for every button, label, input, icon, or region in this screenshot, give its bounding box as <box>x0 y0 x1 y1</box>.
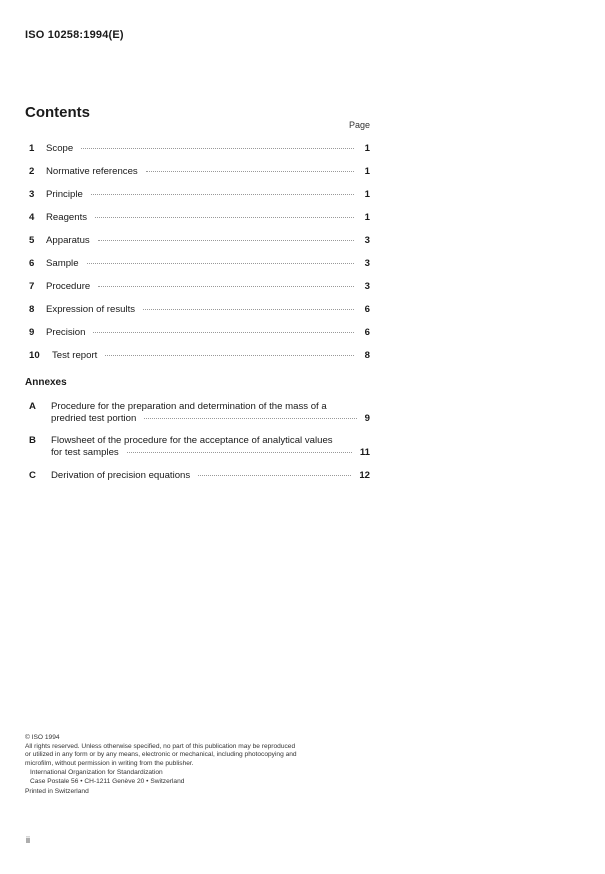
toc-entry-test-report[interactable] <box>29 350 370 362</box>
toc-number: 10 <box>29 350 40 361</box>
dot-leader <box>87 262 354 264</box>
dot-leader <box>98 239 354 241</box>
dot-leader <box>98 285 354 287</box>
copyright-notice <box>25 734 375 796</box>
toc-page: 3 <box>364 258 370 269</box>
toc-page: 6 <box>364 327 370 338</box>
toc-page: 1 <box>364 143 370 154</box>
rights-text: All rights reserved. Unless otherwise specified, no part of this publication may be reproduced <box>25 742 296 750</box>
document-id: ISO 10258:1994(E) <box>25 29 124 41</box>
annex-letter: B <box>29 435 36 446</box>
dot-leader <box>143 308 354 310</box>
toc-entry-scope[interactable] <box>29 143 370 155</box>
toc-number: 4 <box>29 212 35 223</box>
toc-title: Normative references <box>46 166 138 177</box>
dot-leader <box>91 193 354 195</box>
rights-text: or utilized in any form or by any means, electronic or mechanical, including photocopying and <box>25 751 297 759</box>
dot-leader <box>105 354 354 356</box>
annex-letter: C <box>29 470 36 481</box>
toc-number: 7 <box>29 281 35 292</box>
toc-title: Procedure <box>46 281 91 292</box>
dot-leader <box>95 216 354 218</box>
annex-title-line: Flowsheet of the procedure for the acceptance of analytical values <box>51 435 333 446</box>
toc-number: 5 <box>29 235 35 246</box>
toc-entry-normative-references[interactable] <box>29 166 370 178</box>
toc-page: 1 <box>364 166 370 177</box>
toc-entry-apparatus[interactable] <box>29 235 370 247</box>
toc-entry-procedure[interactable] <box>29 281 370 293</box>
toc-entry-principle[interactable] <box>29 189 370 201</box>
dot-leader <box>198 474 351 476</box>
annexes-heading: Annexes <box>25 377 67 388</box>
toc-title: Scope <box>46 143 74 154</box>
toc-number: 8 <box>29 304 35 315</box>
toc-entry-sample[interactable] <box>29 258 370 270</box>
toc-page: 1 <box>364 189 370 200</box>
annex-page: 11 <box>359 447 370 458</box>
copyright-symbol-line: © ISO 1994 <box>25 734 60 741</box>
toc-title: Test report <box>52 350 98 361</box>
toc-entry-precision[interactable] <box>29 327 370 339</box>
annex-title-line: Derivation of precision equations <box>51 470 191 481</box>
toc-title: Apparatus <box>46 235 90 246</box>
toc-entry-reagents[interactable] <box>29 212 370 224</box>
printed-in: Printed in Switzerland <box>25 787 89 795</box>
dot-leader <box>146 170 354 172</box>
annex-letter: A <box>29 401 36 412</box>
annex-page: 9 <box>364 413 370 424</box>
annex-title-line: predried test portion <box>51 413 137 424</box>
annex-title-line: for test samples <box>51 447 119 458</box>
toc-page: 3 <box>364 235 370 246</box>
toc-number: 1 <box>29 143 35 154</box>
toc-entry-expression-of-results[interactable] <box>29 304 370 316</box>
publisher-address: Case Postale 56 • CH-1211 Genève 20 • Switzerland <box>30 777 185 785</box>
toc-title: Expression of results <box>46 304 136 315</box>
toc-number: 3 <box>29 189 35 200</box>
toc-number: 6 <box>29 258 35 269</box>
dot-leader <box>81 147 354 149</box>
dot-leader <box>93 331 354 333</box>
toc-page: 3 <box>364 281 370 292</box>
toc-page: 8 <box>364 350 370 361</box>
contents-title: Contents <box>25 104 90 121</box>
toc-title: Principle <box>46 189 83 200</box>
annex-title-line: Procedure for the preparation and determination of the mass of a <box>51 401 327 412</box>
toc-page: 1 <box>364 212 370 223</box>
toc-title: Sample <box>46 258 79 269</box>
publisher-name: International Organization for Standardization <box>30 769 163 777</box>
page-column-label: Page <box>349 120 371 130</box>
toc-title: Reagents <box>46 212 88 223</box>
page-number: ii <box>26 835 30 845</box>
toc-title: Precision <box>46 327 86 338</box>
dot-leader <box>127 451 352 453</box>
toc-page: 6 <box>364 304 370 315</box>
toc-number: 2 <box>29 166 35 177</box>
annex-page: 12 <box>359 470 370 481</box>
dot-leader <box>144 417 356 419</box>
rights-text: microfilm, without permission in writing from the publisher. <box>25 759 194 767</box>
toc-number: 9 <box>29 327 35 338</box>
